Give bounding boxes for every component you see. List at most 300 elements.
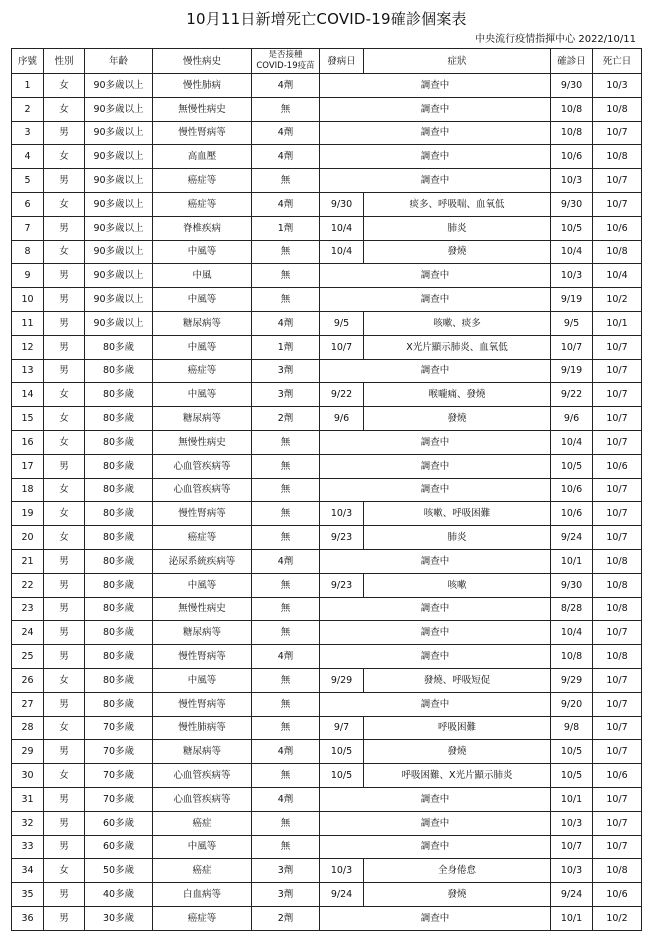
- cell-sex: 男: [44, 645, 85, 669]
- cell-onset-date: 9/22: [320, 383, 364, 407]
- cell-death-date: 10/8: [593, 549, 642, 573]
- cell-symptoms: 調查中: [320, 621, 551, 645]
- cell-sex: 男: [44, 787, 85, 811]
- cell-age: 90多歲以上: [85, 240, 153, 264]
- cell-sex: 女: [44, 145, 85, 169]
- cell-death-date: 10/8: [593, 597, 642, 621]
- cell-vaccine-doses: 4劑: [252, 549, 320, 573]
- cell-chronic-disease: 中風等: [153, 668, 252, 692]
- cell-chronic-disease: 中風等: [153, 240, 252, 264]
- cell-death-date: 10/2: [593, 288, 642, 312]
- cell-symptoms: 發燒: [364, 407, 551, 431]
- cell-death-date: 10/8: [593, 859, 642, 883]
- cell-vaccine-doses: 4劑: [252, 74, 320, 98]
- cell-confirmed-date: 9/24: [551, 526, 593, 550]
- cell-seq: 4: [12, 145, 44, 169]
- cell-chronic-disease: 慢性肺病等: [153, 716, 252, 740]
- cell-death-date: 10/8: [593, 645, 642, 669]
- cell-onset-date: 9/6: [320, 407, 364, 431]
- cell-age: 30多歲: [85, 906, 153, 930]
- table-row: [12, 740, 642, 764]
- cell-confirmed-date: 10/5: [551, 740, 593, 764]
- cell-death-date: 10/2: [593, 906, 642, 930]
- cell-death-date: 10/7: [593, 478, 642, 502]
- cell-vaccine-doses: 4劑: [252, 645, 320, 669]
- table-row: [12, 906, 642, 930]
- cell-sex: 男: [44, 335, 85, 359]
- cell-symptoms: 喉嚨痛、發燒: [364, 383, 551, 407]
- cell-death-date: 10/7: [593, 502, 642, 526]
- cell-sex: 女: [44, 526, 85, 550]
- cell-death-date: 10/8: [593, 240, 642, 264]
- cell-chronic-disease: 慢性肺病: [153, 74, 252, 98]
- cell-age: 90多歲以上: [85, 288, 153, 312]
- cell-death-date: 10/3: [593, 74, 642, 98]
- cell-onset-date: 9/7: [320, 716, 364, 740]
- cell-sex: 女: [44, 668, 85, 692]
- table-row: [12, 478, 642, 502]
- cell-sex: 男: [44, 216, 85, 240]
- cell-vaccine-doses: 無: [252, 288, 320, 312]
- cell-seq: 10: [12, 288, 44, 312]
- cell-vaccine-doses: 無: [252, 502, 320, 526]
- cell-seq: 13: [12, 359, 44, 383]
- cell-sex: 男: [44, 906, 85, 930]
- cell-vaccine-doses: 無: [252, 811, 320, 835]
- cell-seq: 32: [12, 811, 44, 835]
- cell-chronic-disease: 糖尿病等: [153, 740, 252, 764]
- cell-confirmed-date: 10/7: [551, 335, 593, 359]
- cell-onset-date: 9/29: [320, 668, 364, 692]
- cell-age: 80多歲: [85, 430, 153, 454]
- cell-age: 70多歲: [85, 740, 153, 764]
- cell-death-date: 10/6: [593, 764, 642, 788]
- cell-confirmed-date: 9/19: [551, 359, 593, 383]
- header-vaccinated-line2: COVID-19疫苗: [256, 61, 315, 71]
- table-row: [12, 192, 642, 216]
- cell-chronic-disease: 白血病等: [153, 883, 252, 907]
- cell-vaccine-doses: 3劑: [252, 859, 320, 883]
- cell-age: 80多歲: [85, 645, 153, 669]
- table-row: [12, 573, 642, 597]
- cell-vaccine-doses: 無: [252, 454, 320, 478]
- cell-confirmed-date: 9/30: [551, 192, 593, 216]
- cell-confirmed-date: 9/20: [551, 692, 593, 716]
- cell-death-date: 10/6: [593, 883, 642, 907]
- cell-symptoms: 肺炎: [364, 526, 551, 550]
- cell-chronic-disease: 慢性腎病等: [153, 692, 252, 716]
- cell-symptoms: 調查中: [320, 74, 551, 98]
- cell-symptoms: 調查中: [320, 97, 551, 121]
- cell-sex: 男: [44, 288, 85, 312]
- cell-confirmed-date: 9/22: [551, 383, 593, 407]
- cell-symptoms: 全身倦怠: [364, 859, 551, 883]
- cell-death-date: 10/7: [593, 835, 642, 859]
- table-row: [12, 407, 642, 431]
- cell-symptoms: 調查中: [320, 692, 551, 716]
- cell-confirmed-date: 9/6: [551, 407, 593, 431]
- table-row: [12, 454, 642, 478]
- cell-death-date: 10/7: [593, 383, 642, 407]
- cell-age: 40多歲: [85, 883, 153, 907]
- cell-sex: 男: [44, 597, 85, 621]
- cell-sex: 男: [44, 169, 85, 193]
- cell-symptoms: 調查中: [320, 597, 551, 621]
- cell-vaccine-doses: 1劑: [252, 335, 320, 359]
- cell-chronic-disease: 心血管疾病等: [153, 764, 252, 788]
- cell-confirmed-date: 10/4: [551, 430, 593, 454]
- cell-death-date: 10/7: [593, 787, 642, 811]
- cell-confirmed-date: 10/3: [551, 264, 593, 288]
- cell-confirmed-date: 10/8: [551, 645, 593, 669]
- cell-confirmed-date: 10/4: [551, 240, 593, 264]
- cell-vaccine-doses: 無: [252, 835, 320, 859]
- cell-symptoms: 咳嗽、呼吸困難: [364, 502, 551, 526]
- cell-vaccine-doses: 4劑: [252, 121, 320, 145]
- cell-age: 60多歲: [85, 835, 153, 859]
- cell-chronic-disease: 高血壓: [153, 145, 252, 169]
- cell-vaccine-doses: 4劑: [252, 740, 320, 764]
- table-row: [12, 597, 642, 621]
- cell-seq: 25: [12, 645, 44, 669]
- cell-chronic-disease: 癌症等: [153, 359, 252, 383]
- cell-symptoms: 調查中: [320, 430, 551, 454]
- cell-age: 50多歲: [85, 859, 153, 883]
- cell-age: 90多歲以上: [85, 216, 153, 240]
- cell-age: 80多歲: [85, 407, 153, 431]
- cell-death-date: 10/7: [593, 740, 642, 764]
- cell-onset-date: 10/5: [320, 740, 364, 764]
- cell-confirmed-date: 9/5: [551, 311, 593, 335]
- cell-confirmed-date: 10/1: [551, 787, 593, 811]
- cell-sex: 女: [44, 478, 85, 502]
- cell-seq: 14: [12, 383, 44, 407]
- cell-death-date: 10/7: [593, 169, 642, 193]
- header-age: 年齡: [85, 49, 153, 74]
- cell-death-date: 10/6: [593, 216, 642, 240]
- cell-death-date: 10/8: [593, 573, 642, 597]
- page-title: 10月11日新增死亡COVID-19確診個案表: [186, 10, 467, 28]
- cell-confirmed-date: 10/6: [551, 145, 593, 169]
- cell-age: 80多歲: [85, 621, 153, 645]
- cell-sex: 女: [44, 502, 85, 526]
- cell-symptoms: 發燒: [364, 740, 551, 764]
- cell-chronic-disease: 脊椎疾病: [153, 216, 252, 240]
- cell-age: 80多歲: [85, 383, 153, 407]
- cell-symptoms: 調查中: [320, 835, 551, 859]
- cell-vaccine-doses: 無: [252, 573, 320, 597]
- cell-vaccine-doses: 無: [252, 240, 320, 264]
- cell-seq: 28: [12, 716, 44, 740]
- cell-symptoms: 發燒、呼吸短促: [364, 668, 551, 692]
- header-vaccinated-line1: 是否接種: [268, 50, 303, 60]
- cell-death-date: 10/8: [593, 145, 642, 169]
- cell-seq: 18: [12, 478, 44, 502]
- cell-death-date: 10/7: [593, 192, 642, 216]
- cell-seq: 6: [12, 192, 44, 216]
- cell-confirmed-date: 10/7: [551, 835, 593, 859]
- cell-sex: 男: [44, 692, 85, 716]
- cell-death-date: 10/6: [593, 454, 642, 478]
- cell-seq: 30: [12, 764, 44, 788]
- cell-chronic-disease: 慢性腎病等: [153, 121, 252, 145]
- cell-sex: 男: [44, 811, 85, 835]
- cell-chronic-disease: 癌症等: [153, 169, 252, 193]
- cell-symptoms: 呼吸困難、X光片顯示肺炎: [364, 764, 551, 788]
- cell-death-date: 10/7: [593, 811, 642, 835]
- cell-onset-date: 9/23: [320, 573, 364, 597]
- cell-confirmed-date: 9/30: [551, 74, 593, 98]
- cell-chronic-disease: 癌症: [153, 859, 252, 883]
- cell-death-date: 10/7: [593, 716, 642, 740]
- cell-seq: 20: [12, 526, 44, 550]
- cell-age: 70多歲: [85, 716, 153, 740]
- cell-chronic-disease: 糖尿病等: [153, 311, 252, 335]
- table-row: [12, 621, 642, 645]
- cell-vaccine-doses: 無: [252, 692, 320, 716]
- table-row: [12, 335, 642, 359]
- cell-age: 80多歲: [85, 549, 153, 573]
- cell-symptoms: 咳嗽、痰多: [364, 311, 551, 335]
- cell-vaccine-doses: 無: [252, 264, 320, 288]
- cell-age: 90多歲以上: [85, 192, 153, 216]
- cell-chronic-disease: 癌症等: [153, 906, 252, 930]
- cell-age: 90多歲以上: [85, 169, 153, 193]
- cell-chronic-disease: 心血管疾病等: [153, 787, 252, 811]
- cell-seq: 2: [12, 97, 44, 121]
- cell-age: 80多歲: [85, 359, 153, 383]
- cell-vaccine-doses: 2劑: [252, 906, 320, 930]
- cell-chronic-disease: 無慢性病史: [153, 97, 252, 121]
- cell-sex: 男: [44, 883, 85, 907]
- cell-confirmed-date: 10/6: [551, 478, 593, 502]
- cell-onset-date: 10/7: [320, 335, 364, 359]
- cell-symptoms: 調查中: [320, 359, 551, 383]
- table-header-row: [12, 49, 642, 74]
- cell-confirmed-date: 10/6: [551, 502, 593, 526]
- cell-seq: 19: [12, 502, 44, 526]
- cell-vaccine-doses: 無: [252, 668, 320, 692]
- cell-sex: 女: [44, 192, 85, 216]
- cell-confirmed-date: 9/24: [551, 883, 593, 907]
- header-confirmed-date: 確診日: [551, 49, 593, 74]
- cell-seq: 12: [12, 335, 44, 359]
- cell-sex: 女: [44, 240, 85, 264]
- cell-symptoms: 調查中: [320, 645, 551, 669]
- cell-chronic-disease: 癌症: [153, 811, 252, 835]
- cell-confirmed-date: 10/3: [551, 169, 593, 193]
- cell-death-date: 10/7: [593, 121, 642, 145]
- cell-symptoms: 調查中: [320, 288, 551, 312]
- cell-seq: 5: [12, 169, 44, 193]
- cell-vaccine-doses: 4劑: [252, 311, 320, 335]
- cell-chronic-disease: 中風等: [153, 288, 252, 312]
- cell-symptoms: 調查中: [320, 454, 551, 478]
- cell-seq: 24: [12, 621, 44, 645]
- cell-onset-date: 9/5: [320, 311, 364, 335]
- cell-symptoms: 肺炎: [364, 216, 551, 240]
- cell-symptoms: 痰多、呼吸喘、血氧低: [364, 192, 551, 216]
- cell-sex: 男: [44, 621, 85, 645]
- cell-symptoms: 調查中: [320, 549, 551, 573]
- source-and-date: 中央流行疫情指揮中心 2022/10/11: [475, 34, 636, 45]
- table-row: [12, 835, 642, 859]
- cell-seq: 31: [12, 787, 44, 811]
- table-row: [12, 549, 642, 573]
- cell-age: 80多歲: [85, 526, 153, 550]
- cell-death-date: 10/7: [593, 430, 642, 454]
- cell-confirmed-date: 8/28: [551, 597, 593, 621]
- cell-onset-date: 10/4: [320, 216, 364, 240]
- cell-sex: 女: [44, 764, 85, 788]
- cell-sex: 男: [44, 740, 85, 764]
- cell-age: 80多歲: [85, 335, 153, 359]
- cell-seq: 29: [12, 740, 44, 764]
- cell-seq: 3: [12, 121, 44, 145]
- cell-age: 60多歲: [85, 811, 153, 835]
- table-row: [12, 502, 642, 526]
- cell-chronic-disease: 癌症等: [153, 192, 252, 216]
- cell-confirmed-date: 10/5: [551, 454, 593, 478]
- cell-confirmed-date: 9/8: [551, 716, 593, 740]
- cell-seq: 26: [12, 668, 44, 692]
- cell-sex: 男: [44, 454, 85, 478]
- header-symptoms: 症狀: [364, 49, 551, 74]
- cell-sex: 女: [44, 97, 85, 121]
- cell-chronic-disease: 慢性腎病等: [153, 502, 252, 526]
- cell-vaccine-doses: 無: [252, 430, 320, 454]
- cell-vaccine-doses: 無: [252, 97, 320, 121]
- table-row: [12, 169, 642, 193]
- header-chronic-disease: 慢性病史: [153, 49, 252, 74]
- cell-confirmed-date: 10/4: [551, 621, 593, 645]
- cell-seq: 34: [12, 859, 44, 883]
- cell-age: 90多歲以上: [85, 74, 153, 98]
- cell-symptoms: 咳嗽: [364, 573, 551, 597]
- cell-age: 90多歲以上: [85, 145, 153, 169]
- cell-symptoms: 發燒: [364, 883, 551, 907]
- cell-sex: 女: [44, 407, 85, 431]
- cell-symptoms: 調查中: [320, 169, 551, 193]
- cell-age: 90多歲以上: [85, 311, 153, 335]
- cell-confirmed-date: 10/1: [551, 549, 593, 573]
- cell-sex: 男: [44, 264, 85, 288]
- cell-age: 80多歲: [85, 692, 153, 716]
- death-cases-table: [11, 48, 642, 931]
- table-row: [12, 668, 642, 692]
- table-row: [12, 74, 642, 98]
- cell-onset-date: 10/3: [320, 859, 364, 883]
- cell-confirmed-date: 9/19: [551, 288, 593, 312]
- cell-chronic-disease: 中風等: [153, 383, 252, 407]
- cell-age: 90多歲以上: [85, 97, 153, 121]
- cell-seq: 16: [12, 430, 44, 454]
- cell-vaccine-doses: 3劑: [252, 883, 320, 907]
- table-row: [12, 764, 642, 788]
- cell-symptoms: 呼吸困難: [364, 716, 551, 740]
- cell-vaccine-doses: 無: [252, 526, 320, 550]
- cell-vaccine-doses: 無: [252, 621, 320, 645]
- cell-symptoms: 調查中: [320, 264, 551, 288]
- cell-seq: 7: [12, 216, 44, 240]
- cell-age: 80多歲: [85, 502, 153, 526]
- cell-age: 80多歲: [85, 573, 153, 597]
- cell-sex: 男: [44, 311, 85, 335]
- table-row: [12, 240, 642, 264]
- cell-chronic-disease: 中風等: [153, 835, 252, 859]
- cell-seq: 8: [12, 240, 44, 264]
- cell-seq: 9: [12, 264, 44, 288]
- cell-confirmed-date: 10/3: [551, 859, 593, 883]
- cell-vaccine-doses: 無: [252, 478, 320, 502]
- cell-chronic-disease: 糖尿病等: [153, 621, 252, 645]
- cell-symptoms: 發燒: [364, 240, 551, 264]
- cell-confirmed-date: 10/1: [551, 906, 593, 930]
- table-row: [12, 288, 642, 312]
- cell-chronic-disease: 泌尿系統疾病等: [153, 549, 252, 573]
- table-row: [12, 787, 642, 811]
- cell-sex: 男: [44, 359, 85, 383]
- cell-sex: 男: [44, 549, 85, 573]
- cell-age: 80多歲: [85, 454, 153, 478]
- cell-death-date: 10/1: [593, 311, 642, 335]
- table-row: [12, 145, 642, 169]
- cell-confirmed-date: 9/29: [551, 668, 593, 692]
- cell-vaccine-doses: 3劑: [252, 383, 320, 407]
- header-vaccinated: [252, 49, 320, 74]
- cell-onset-date: 10/5: [320, 764, 364, 788]
- cell-age: 80多歲: [85, 597, 153, 621]
- cell-chronic-disease: 中風: [153, 264, 252, 288]
- cell-chronic-disease: 心血管疾病等: [153, 454, 252, 478]
- cell-chronic-disease: 心血管疾病等: [153, 478, 252, 502]
- header-onset-date: 發病日: [320, 49, 364, 74]
- table-row: [12, 430, 642, 454]
- cell-death-date: 10/7: [593, 407, 642, 431]
- cell-onset-date: 9/24: [320, 883, 364, 907]
- cell-sex: 女: [44, 716, 85, 740]
- cell-onset-date: 10/3: [320, 502, 364, 526]
- cell-symptoms: 調查中: [320, 145, 551, 169]
- cell-death-date: 10/7: [593, 668, 642, 692]
- cell-seq: 33: [12, 835, 44, 859]
- cell-vaccine-doses: 1劑: [252, 216, 320, 240]
- cell-sex: 女: [44, 430, 85, 454]
- cell-death-date: 10/7: [593, 526, 642, 550]
- cell-vaccine-doses: 4劑: [252, 192, 320, 216]
- cell-chronic-disease: 慢性腎病等: [153, 645, 252, 669]
- cell-vaccine-doses: 3劑: [252, 359, 320, 383]
- cell-onset-date: 10/4: [320, 240, 364, 264]
- cell-symptoms: 調查中: [320, 121, 551, 145]
- table-row: [12, 311, 642, 335]
- table-row: [12, 883, 642, 907]
- header-seq: 序號: [12, 49, 44, 74]
- cell-sex: 女: [44, 383, 85, 407]
- header-death-date: 死亡日: [593, 49, 642, 74]
- cell-age: 70多歲: [85, 764, 153, 788]
- table-row: [12, 383, 642, 407]
- cell-death-date: 10/7: [593, 692, 642, 716]
- cell-symptoms: 調查中: [320, 906, 551, 930]
- cell-seq: 22: [12, 573, 44, 597]
- table-row: [12, 264, 642, 288]
- cell-sex: 男: [44, 121, 85, 145]
- cell-death-date: 10/7: [593, 335, 642, 359]
- cell-sex: 男: [44, 835, 85, 859]
- table-row: [12, 692, 642, 716]
- table-row: [12, 811, 642, 835]
